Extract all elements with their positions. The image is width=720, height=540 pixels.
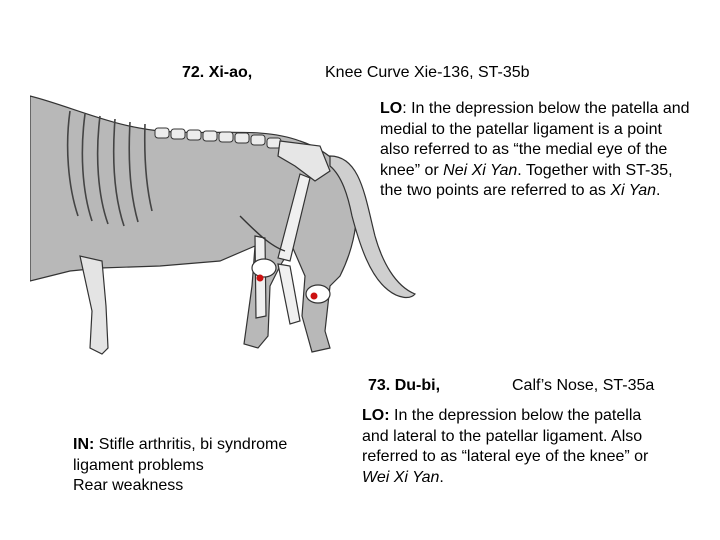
point-72-lo-text-1: : In the depression below the patella and medial to the patellar ligament is a point also referred to as “the medial eye of the knee” or bbox=[380, 100, 690, 179]
tibia-bone bbox=[278, 264, 300, 324]
point-73-lo-label: LO: bbox=[362, 407, 390, 424]
acupoint-marker-du-bi bbox=[311, 293, 318, 300]
acupoint-marker-xi-ao bbox=[257, 275, 264, 282]
point-73-lo-text-2: . bbox=[439, 468, 444, 486]
dog-hindlimb-illustration bbox=[30, 86, 430, 366]
point-72-lo-text-2: . Together with ST-35, the two points are referred to as bbox=[380, 161, 673, 200]
point-73-number: 73. Du-bi, bbox=[368, 377, 441, 394]
indications-text-1: Stifle arthritis, bi syndrome bbox=[94, 436, 288, 453]
stifle-joint-right bbox=[306, 285, 330, 303]
point-72-lo-text-3: . bbox=[656, 182, 661, 200]
point-72-lo-italic-2: Xi Yan bbox=[610, 182, 657, 200]
point-72-lo-italic-1: Nei Xi Yan bbox=[443, 161, 518, 179]
dog-front-leg bbox=[80, 256, 108, 354]
point-73-location bbox=[362, 406, 662, 488]
indications-line-2: ligament problems bbox=[73, 456, 204, 474]
indications-line-3: Rear weakness bbox=[73, 477, 184, 495]
indications-label: IN: bbox=[73, 436, 95, 453]
point-73-name: Calf’s Nose, ST-35a bbox=[512, 377, 655, 394]
point-72-location bbox=[380, 99, 690, 202]
point-73-lo-italic-1: Wei Xi Yan bbox=[362, 468, 440, 486]
point-72-lo-label: LO bbox=[380, 100, 403, 117]
stifle-joint-left bbox=[252, 259, 276, 277]
point-72-number: 72. Xi-ao, bbox=[182, 64, 253, 81]
indications-line-1 bbox=[73, 435, 333, 456]
point-72-name: Knee Curve Xie-136, ST-35b bbox=[325, 64, 530, 81]
indications-block bbox=[73, 435, 333, 497]
point-73-lo-text-1: In the depression below the patella and lateral to the patellar ligament. Also referred to as “lateral eye of the knee” or bbox=[362, 407, 649, 466]
